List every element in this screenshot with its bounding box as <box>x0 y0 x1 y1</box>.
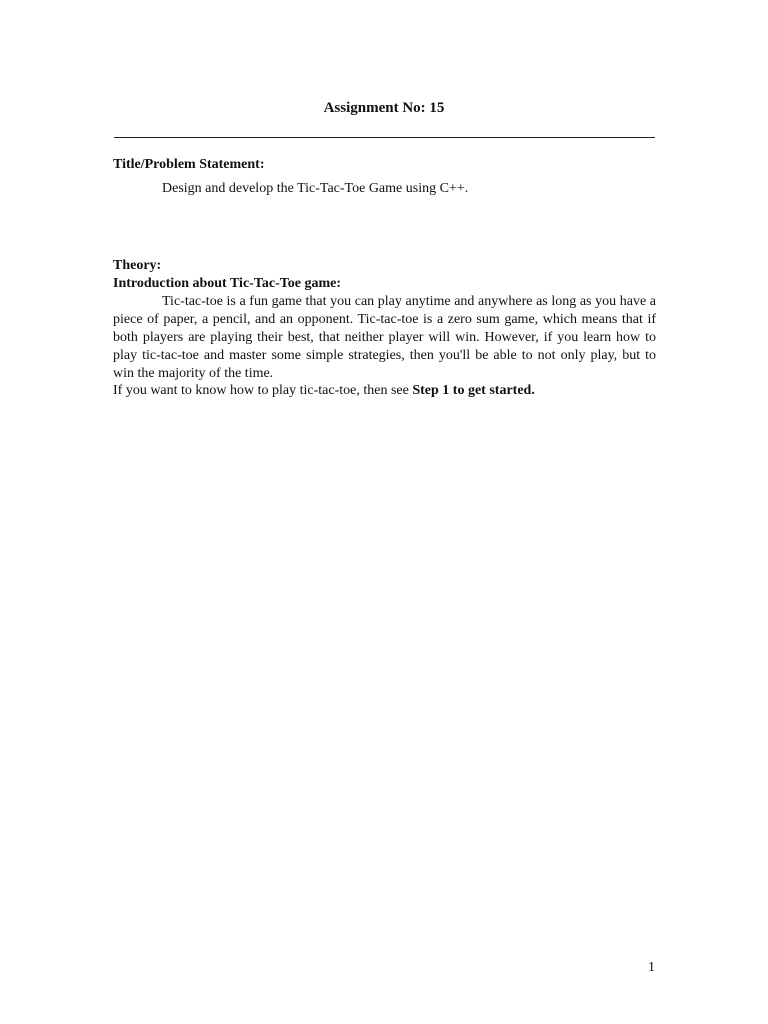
page-number: 1 <box>648 960 655 975</box>
get-started-bold-text: Step 1 to get started. <box>412 383 535 398</box>
introduction-heading: Introduction about Tic-Tac-Toe game: <box>113 276 342 291</box>
theory-heading: Theory: <box>113 258 162 273</box>
assignment-title: Assignment No: 15 <box>323 100 445 116</box>
horizontal-rule <box>114 137 655 138</box>
get-started-line <box>113 382 656 400</box>
get-started-prefix: If you want to know how to play tic-tac-toe, then see <box>113 383 413 398</box>
introduction-paragraph: Tic-tac-toe is a fun game that you can play anytime and anywhere as long as you have a piece of paper, a pencil, and an opponent. Tic-tac-toe is a zero sum game, which means that if both players are playing their best, that neither player will win. However, if you learn how to play tic-tac-toe and master some simple strategies, then you'll be able to not only play, but to win the majority of the time. <box>113 294 656 381</box>
problem-statement-heading: Title/Problem Statement: <box>113 157 265 172</box>
problem-statement-text: Design and develop the Tic-Tac-Toe Game using C++. <box>162 181 469 196</box>
